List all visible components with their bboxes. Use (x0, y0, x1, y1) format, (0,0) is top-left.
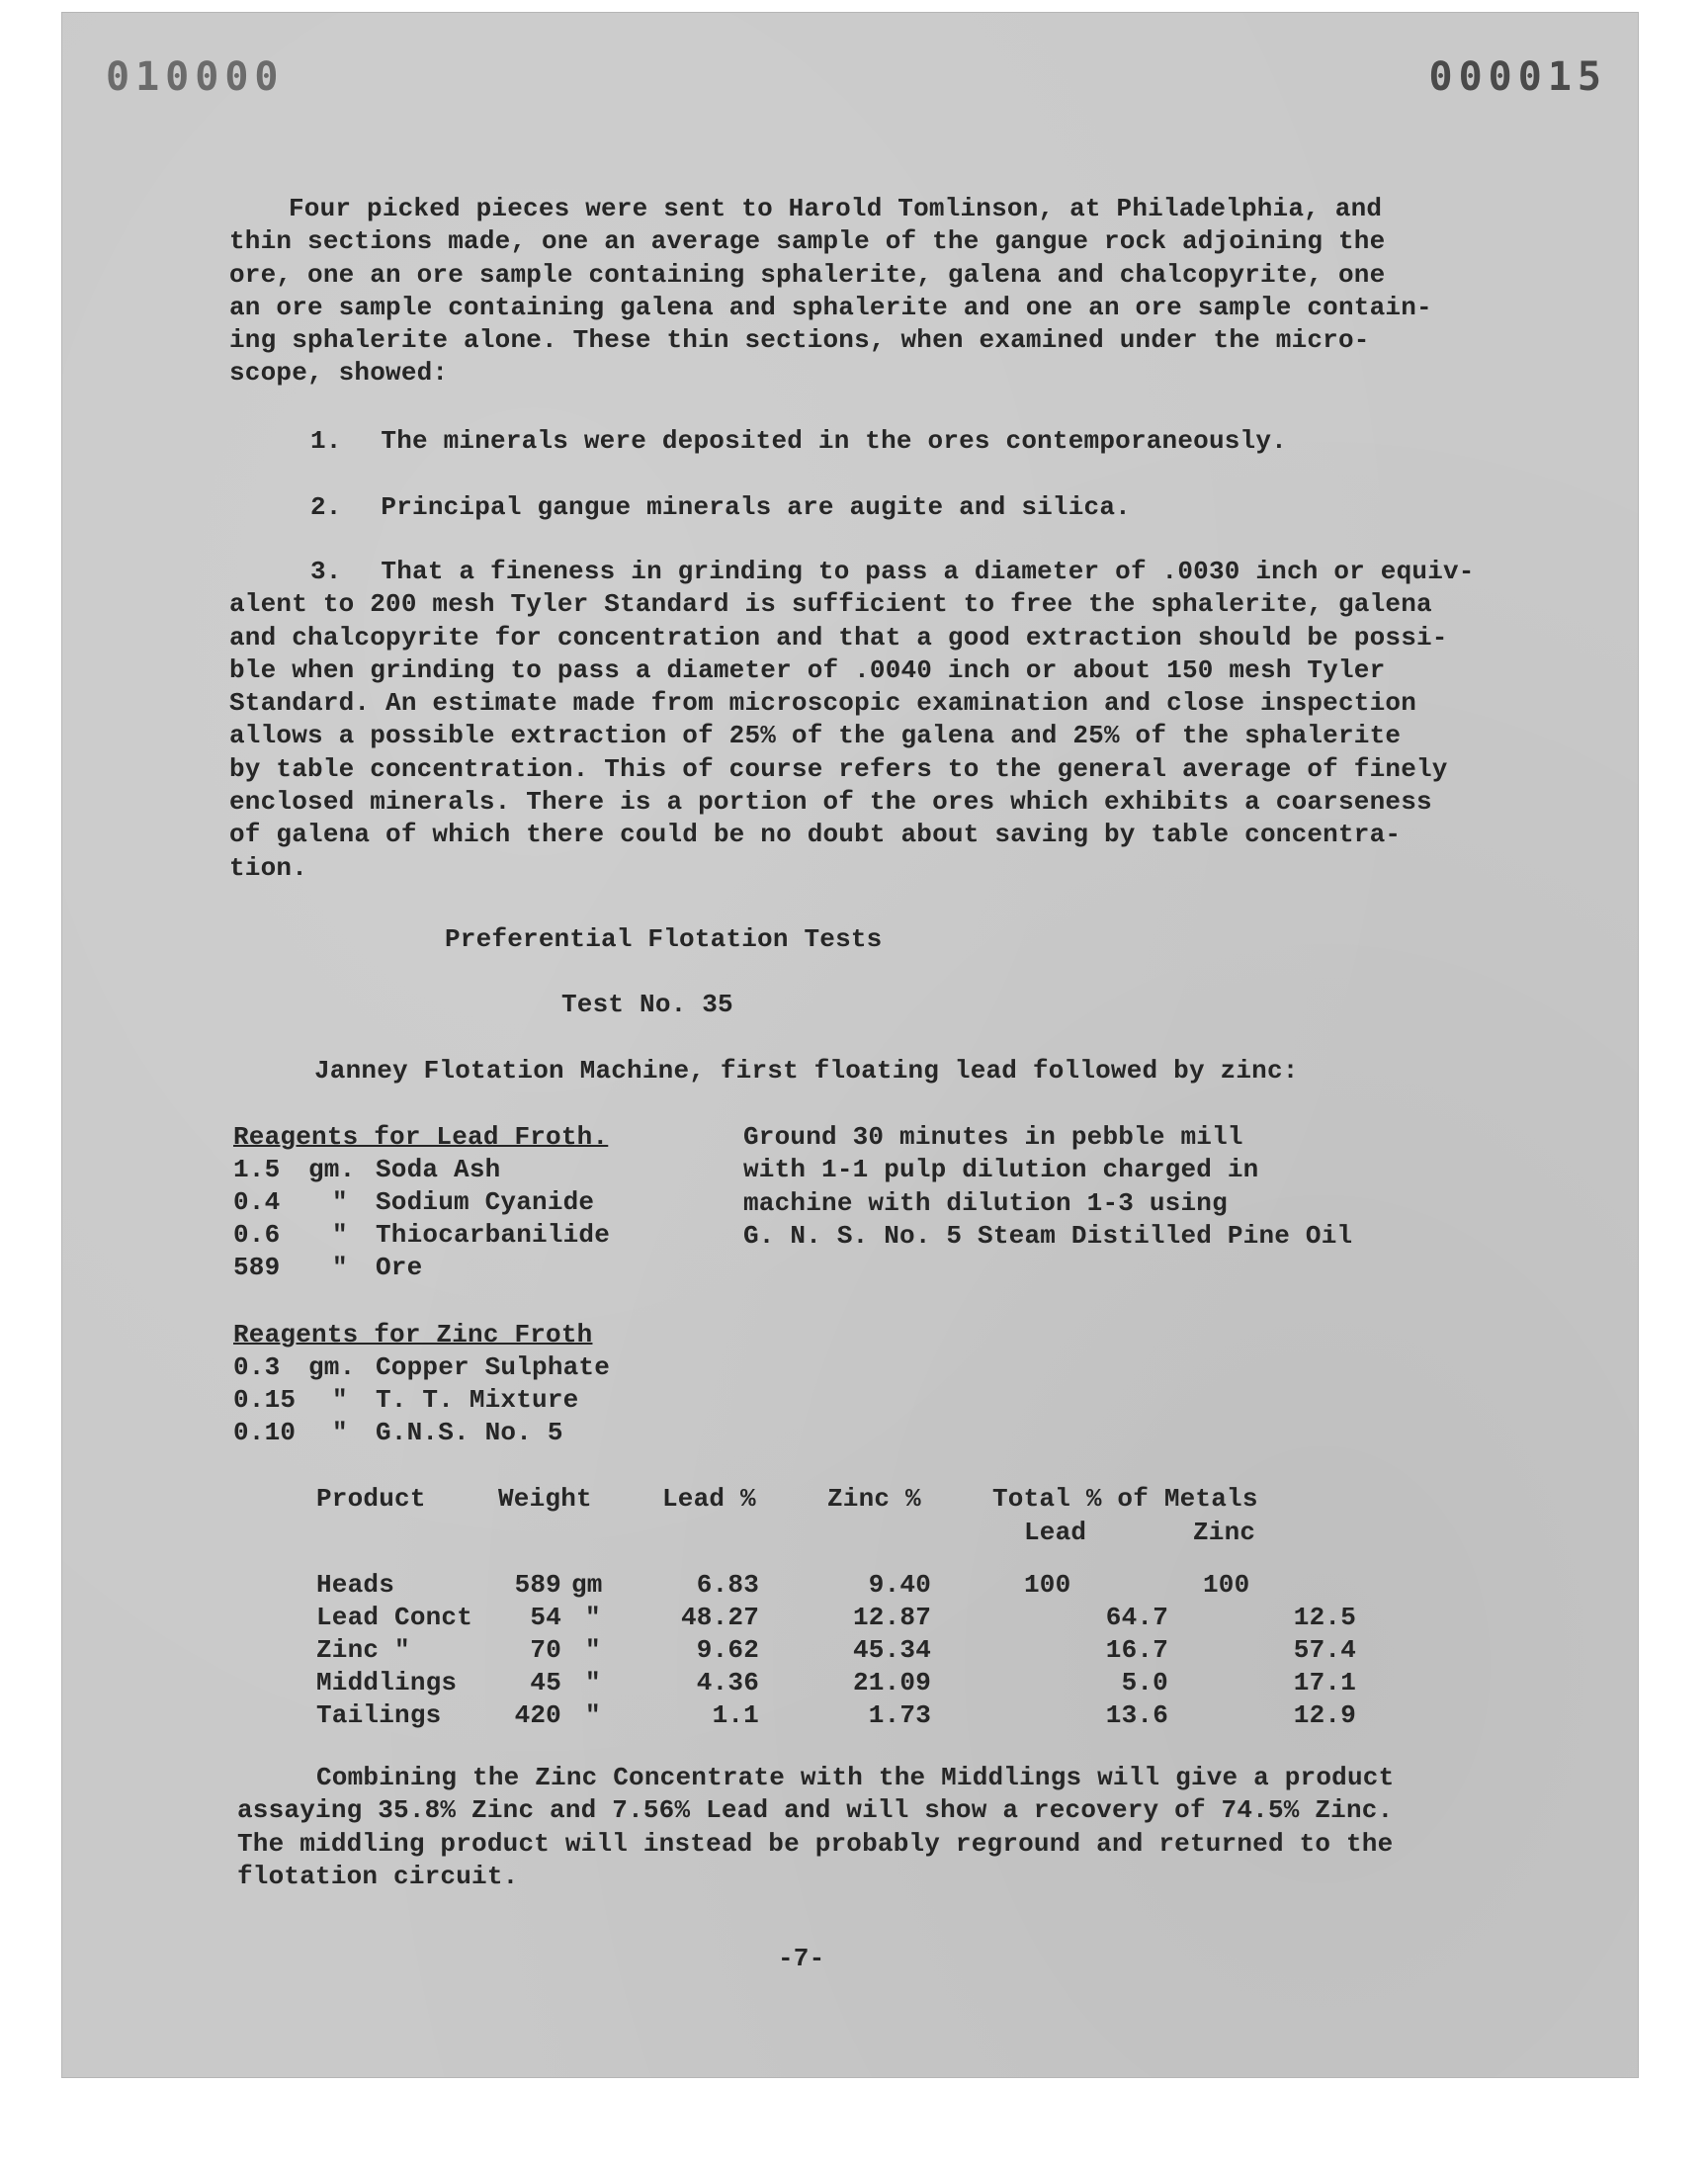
reagent-unit: gm. (308, 1155, 356, 1184)
reagent-unit: " (332, 1253, 348, 1282)
conclusion-line: The middling product will instead be probably reground and returned to the (237, 1828, 1394, 1859)
header-product: Product (316, 1484, 426, 1514)
grinding-note (743, 1121, 1352, 1253)
cell-total-lead: 16.7 (1105, 1635, 1168, 1665)
finding-text: The minerals were deposited in the ores contemporaneously. (381, 426, 1287, 456)
cell-unit: " (585, 1603, 601, 1632)
cell-lead-pct: 1.1 (712, 1700, 759, 1730)
intro-line: ore, one an ore sample containing sphalerite, galena and chalcopyrite, one (229, 259, 1386, 290)
header-total-metals: Total % of Metals (992, 1484, 1258, 1514)
zinc-reagent-item (233, 1384, 578, 1417)
finding-number: 1. (310, 426, 342, 456)
header-lead-pct: Lead % (662, 1484, 756, 1514)
doc-number-right: 000015 (1428, 54, 1607, 100)
cell-lead-pct: 48.27 (680, 1603, 759, 1632)
grinding-note-line: machine with dilution 1-3 using (743, 1187, 1228, 1218)
cell-zinc-pct: 12.87 (852, 1603, 931, 1632)
cell-total-zinc: 12.9 (1293, 1700, 1356, 1730)
finding-text: allows a possible extraction of 25% of the galena and 25% of the sphalerite (229, 721, 1402, 751)
reagent-qty: 1.5 (233, 1155, 281, 1184)
reagent-name: Thiocarbanilide (376, 1220, 611, 1250)
cell-weight: 420 (514, 1700, 561, 1730)
cell-total-lead: 13.6 (1105, 1700, 1168, 1730)
reagent-unit: " (332, 1418, 348, 1447)
cell-total-zinc: 100 (1203, 1570, 1250, 1600)
cell-unit: gm (571, 1570, 603, 1600)
cell-product: Heads (316, 1570, 395, 1600)
lead-reagent-item (233, 1252, 422, 1284)
cell-product: Middlings (316, 1668, 458, 1697)
finding-number: 3. (310, 557, 342, 586)
grinding-note-line: with 1-1 pulp dilution charged in (743, 1155, 1259, 1185)
intro-line: thin sections made, one an average sample of the gangue rock adjoining the (229, 226, 1386, 257)
finding-text: Principal gangue minerals are augite and silica. (381, 492, 1131, 522)
zinc-reagent-item (233, 1417, 563, 1449)
doc-number-left: 010000 (106, 54, 285, 100)
conclusion-line: assaying 35.8% Zinc and 7.56% Lead and will show a recovery of 74.5% Zinc. (237, 1795, 1394, 1826)
reagent-qty: 0.4 (233, 1187, 281, 1217)
conclusion-paragraph (237, 1762, 1552, 1893)
reagent-qty: 589 (233, 1253, 281, 1282)
finding-text: That a fineness in grinding to pass a diameter of .0030 inch or equiv- (381, 557, 1475, 586)
intro-line: Four picked pieces were sent to Harold Tomlinson, at Philadelphia, and (289, 194, 1383, 223)
intro-paragraph (229, 193, 1544, 391)
section-title: Preferential Flotation Tests (445, 924, 883, 954)
finding-text: alent to 200 mesh Tyler Standard is sufficient to free the sphalerite, galena (229, 589, 1432, 620)
cell-lead-pct: 9.62 (696, 1635, 759, 1665)
lead-reagents-heading: Reagents for Lead Froth. (233, 1122, 609, 1152)
cell-weight: 70 (530, 1635, 561, 1665)
finding-1 (310, 425, 1287, 458)
lead-reagent-item (233, 1186, 594, 1219)
header-zinc-pct: Zinc % (827, 1484, 921, 1514)
reagent-qty: 0.6 (233, 1220, 281, 1250)
zinc-reagents-heading: Reagents for Zinc Froth (233, 1320, 593, 1349)
cell-lead-pct: 6.83 (696, 1570, 759, 1600)
conclusion-line: flotation circuit. (237, 1861, 519, 1891)
reagent-qty: 0.3 (233, 1352, 281, 1382)
reagent-name: Copper Sulphate (376, 1352, 611, 1382)
cell-total-lead: 64.7 (1105, 1603, 1168, 1632)
cell-zinc-pct: 9.40 (868, 1570, 931, 1600)
cell-total-zinc: 17.1 (1293, 1668, 1356, 1697)
page-number: -7- (778, 1944, 825, 1973)
reagent-unit: " (332, 1187, 348, 1217)
test-number: Test No. 35 (561, 990, 733, 1019)
reagent-name: Sodium Cyanide (376, 1187, 595, 1217)
cell-zinc-pct: 45.34 (852, 1635, 931, 1665)
cell-unit: " (585, 1700, 601, 1730)
zinc-reagent-item (233, 1351, 610, 1384)
header-total-lead: Lead (1024, 1518, 1087, 1547)
reagent-name: G.N.S. No. 5 (376, 1418, 563, 1447)
finding-text: ble when grinding to pass a diameter of .0040 inch or about 150 mesh Tyler (229, 654, 1386, 685)
cell-total-zinc: 12.5 (1293, 1603, 1356, 1632)
cell-total-lead: 100 (1024, 1570, 1071, 1600)
finding-text: of galena of which there could be no doubt about saving by table concentra- (229, 820, 1402, 850)
cell-product: Tailings (316, 1700, 442, 1730)
cell-zinc-pct: 1.73 (868, 1700, 931, 1730)
reagent-name: Soda Ash (376, 1155, 501, 1184)
intro-line: ing sphalerite alone. These thin sections, when examined under the micro- (229, 325, 1370, 356)
cell-unit: " (585, 1668, 601, 1697)
header-weight: Weight (498, 1484, 592, 1514)
finding-text: enclosed minerals. There is a portion of the ores which exhibits a coarseness (229, 787, 1432, 818)
intro-line: an ore sample containing galena and sphalerite and one an ore sample contain- (229, 292, 1432, 322)
finding-text: by table concentration. This of course refers to the general average of finely (229, 753, 1448, 784)
cell-unit: " (585, 1635, 601, 1665)
reagent-name: Ore (376, 1253, 423, 1282)
reagent-qty: 0.15 (233, 1385, 297, 1415)
cell-product: Zinc " (316, 1635, 410, 1665)
cell-product: Lead Conct (316, 1603, 473, 1632)
cell-weight: 45 (530, 1668, 561, 1697)
reagent-qty: 0.10 (233, 1418, 297, 1447)
document-page (61, 12, 1639, 2078)
finding-text: tion. (229, 852, 308, 883)
test-description: Janney Flotation Machine, first floating lead followed by zinc: (314, 1056, 1299, 1086)
header-total-zinc: Zinc (1193, 1518, 1256, 1547)
intro-line: scope, showed: (229, 358, 449, 389)
grinding-note-line: G. N. S. No. 5 Steam Distilled Pine Oil (743, 1220, 1353, 1251)
finding-2 (310, 491, 1131, 524)
reagent-unit: " (332, 1385, 348, 1415)
lead-reagent-item (233, 1154, 500, 1186)
grinding-note-line: Ground 30 minutes in pebble mill (743, 1122, 1243, 1152)
finding-number: 2. (310, 492, 342, 522)
finding-text: and chalcopyrite for concentration and that a good extraction should be possi- (229, 622, 1448, 652)
reagent-unit: " (332, 1220, 348, 1250)
cell-total-zinc: 57.4 (1293, 1635, 1356, 1665)
lead-reagent-item (233, 1219, 610, 1252)
cell-total-lead: 5.0 (1121, 1668, 1168, 1697)
cell-weight: 589 (514, 1570, 561, 1600)
cell-zinc-pct: 21.09 (852, 1668, 931, 1697)
cell-lead-pct: 4.36 (696, 1668, 759, 1697)
cell-weight: 54 (530, 1603, 561, 1632)
reagent-name: T. T. Mixture (376, 1385, 579, 1415)
finding-text: Standard. An estimate made from microscopic examination and close inspection (229, 688, 1416, 719)
reagent-unit: gm. (308, 1352, 356, 1382)
conclusion-line: Combining the Zinc Concentrate with the Middlings will give a product (316, 1763, 1395, 1792)
finding-3 (229, 556, 1544, 885)
